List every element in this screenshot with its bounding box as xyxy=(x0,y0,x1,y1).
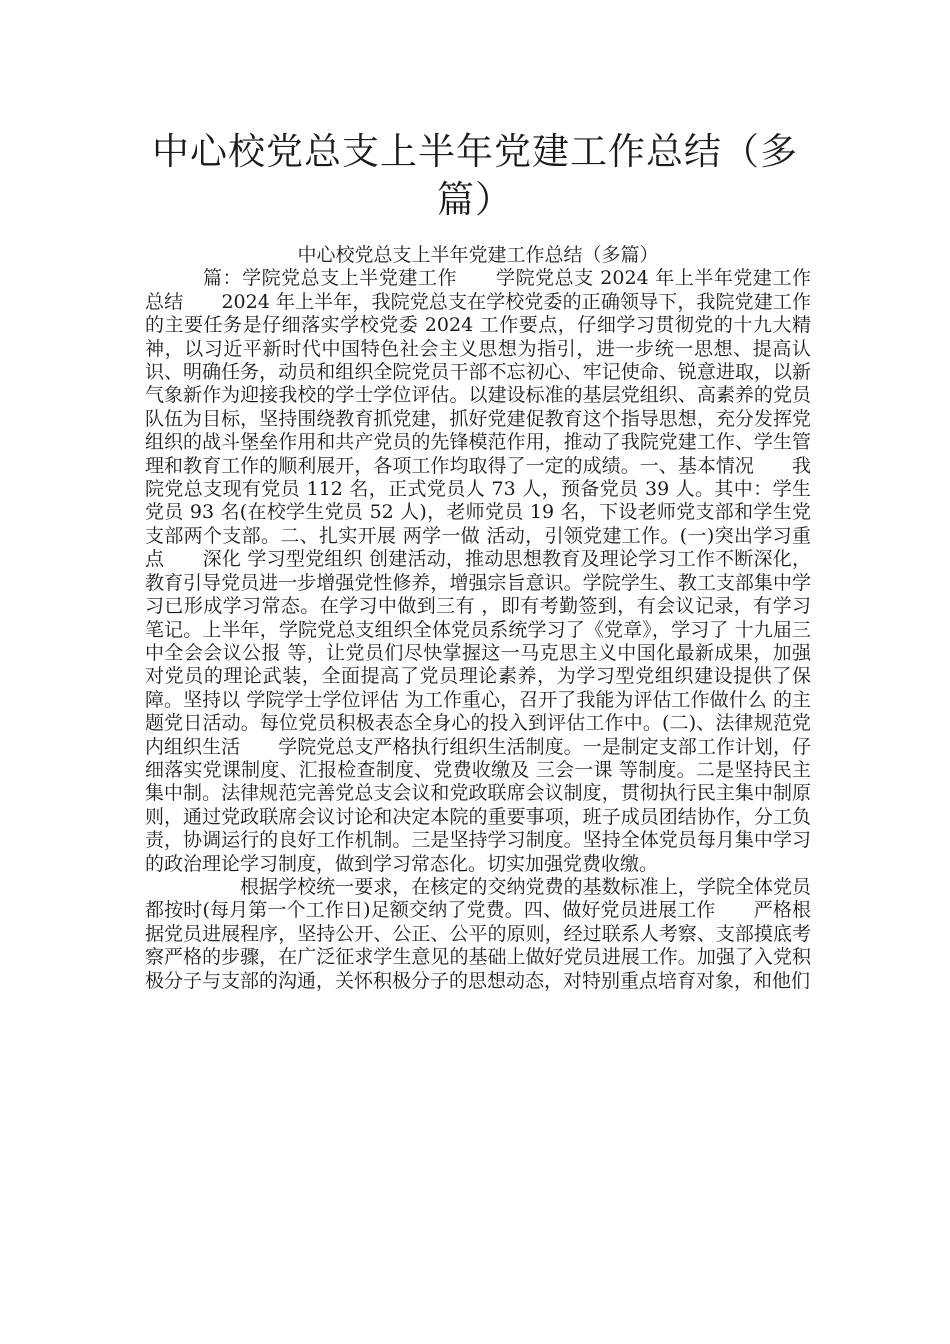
paragraph-1: 篇：学院党总支上半党建工作 学院党总支 2024 年上半年党建工作总结 2024 年上半年，我院党总支在学校党委的正确领导下，我院党建工作的主要任务是仔细落实学校党委 2024 工作要点，仔细学习贯彻党的十九大精神，以习近平新时代中国特色社会主义思想为指引，进一步统一思想、提高认识、明确任务，动员和组织全院党员干部不忘初心、牢记使命、锐意进取，以新气象新作为迎接我校的学士学位评估。以建设标准的基层党组织、高素养的党员队伍为目标，坚持围绕教育抓党建，抓好党建促教育这个指导思想，充分发挥党组织的战斗堡垒作用和共产党员的先锋模范作用，推动了我院党建工作、学生管理和教育工作的顺利展开，各项工作均取得了一定的成绩。一、基本情况 我院党总支现有党员 112 名，正式党员人 73 人，预备党员 39 人。其中：学生党员 93 名(在校学生党员 52 人)，老师党员 19 名，下设老师党支部和学生党支部两个支部。二、扎实开展 两学一做 活动，引领党建工作。(一)突出学习重点 深化 学习型党组织 创建活动，推动思想教育及理论学习工作不断深化，教育引导党员进一步增强党性修养，增强宗旨意识。学院学生、教工支部集中学习已形成学习常态。在学习中做到三有 ，即有考勤签到，有会议记录，有学习笔记。上半年，学院党总支组织全体党员系统学习了《党章》，学习了 十九届三中全会会议公报 等，让党员们尽快掌握这一马克思主义中国化最新成果，加强对党员的理论武装，全面提高了党员理论素养，为学习型党组织建设提供了保障。坚持以 学院学士学位评估 为工作重心，召开了我能为评估工作做什么 的主题党日活动。每位党员积极表态全身心的投入到评估工作中。(二)、法律规范党内组织生活 学院党总支严格执行组织生活制度。一是制定支部工作计划，仔细落实党课制度、汇报检查制度、党费收缴及 三会一课 等制度。二是坚持民主集中制。法律规范完善党总支会议和党政联席会议制度，贯彻执行民主集中制原则，通过党政联席会议讨论和决定本院的重要事项，班子成员团结协作，分工负责，协调运行的良好工作机制。三是坚持学习制度。坚持全体党员每月集中学习的政治理论学习制度，做到学习常态化。切实加强党费收缴。 xyxy=(145,267,811,875)
paragraph-2: 根据学校统一要求，在核定的交纳党费的基数标准上，学院全体党员都按时(每月第一个工作日)足额交纳了党费。四、做好党员进展工作 严格根据党员进展程序，坚持公开、公正、公平的原则，经过联系人考察、支部摸底考察严格的步骤，在广泛征求学生意见的基础上做好党员进展工作。加强了入党积极分子与支部的沟通，关怀积极分子的思想动态，对特别重点培育对象，和他们 xyxy=(145,875,811,992)
document-title: 中心校党总支上半年党建工作总结（多篇） xyxy=(152,130,798,221)
document-body xyxy=(145,244,811,993)
document-subtitle: 中心校党总支上半年党建工作总结（多篇） xyxy=(297,244,659,266)
